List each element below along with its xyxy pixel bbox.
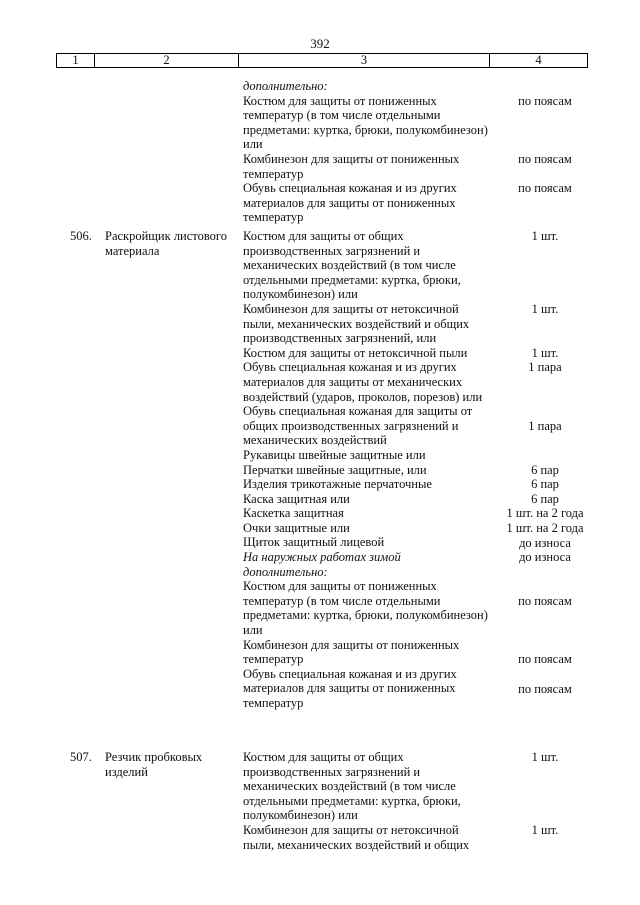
item-qty: 1 шт.	[531, 823, 559, 837]
item-qty: по поясам	[518, 181, 572, 195]
item-text: Перчатки швейные защитные, или	[243, 462, 427, 477]
item-qty: до износа	[519, 535, 571, 550]
item-text: Костюм для защиты от пониженных температур (в том числе отдельными предметами: куртка, брюки, полукомбинезон) или	[243, 93, 488, 152]
item-text: Костюм для защиты от общих производственных загрязнений и механических воздействий (в том числе отдельными предметами: куртка, брюки, полукомбинезон) или	[243, 750, 461, 823]
item-text: На наружных работах зимой	[243, 550, 401, 565]
item-text: Обувь специальная кожаная и из других материалов для защиты от пониженных температур	[243, 181, 457, 225]
profession-name: Раскройщик листового материала	[105, 229, 227, 258]
table-row	[0, 229, 640, 750]
item-text: Щиток защитный лицевой	[243, 535, 385, 550]
item-qty: 1 пара	[528, 419, 562, 433]
item-qty: 1 пара	[528, 360, 562, 375]
item-text: Костюм для защиты от нетоксичной пыли	[243, 345, 468, 360]
item-text: Каскетка защитная	[243, 506, 344, 521]
table-row	[0, 750, 640, 890]
item-text: Обувь специальная кожаная и из других материалов для защиты от механических воздействий (ударов, проколов, порезов) или	[243, 360, 483, 404]
item-qty: до износа	[519, 550, 571, 565]
item-qty: по поясам	[518, 681, 572, 696]
item-qty: 6 пар	[531, 462, 559, 477]
item-list	[243, 750, 488, 852]
item-text: Обувь специальная кожаная и из других материалов для защиты от пониженных температур	[243, 666, 457, 710]
item-qty: 1 шт. на 2 года	[506, 506, 584, 521]
item-text: Рукавицы швейные защитные или	[243, 447, 426, 462]
item-qty: 1 шт.	[531, 750, 559, 764]
continuation-block	[0, 79, 640, 229]
item-text: Обувь специальная кожаная для защиты от общих производственных загрязнений и механических воздействий	[243, 404, 473, 448]
document-body	[0, 79, 640, 890]
item-text: Комбинезон для защиты от нетоксичной пыли, механических воздействий и общих	[243, 822, 470, 852]
item-qty: по поясам	[518, 152, 572, 166]
item-qty: по поясам	[518, 652, 572, 667]
item-qty: 1 шт.	[531, 345, 559, 360]
column-header-3: 3	[239, 54, 490, 68]
item-list	[243, 229, 488, 711]
item-qty: 1 шт. на 2 года	[506, 521, 584, 535]
item-text: Изделия трикотажные перчаточные	[243, 477, 432, 492]
column-header-1: 1	[57, 54, 95, 68]
item-qty: 6 пар	[531, 477, 559, 492]
item-qty: 1 шт.	[531, 302, 559, 316]
item-text: дополнительно:	[243, 79, 328, 93]
item-text: Очки защитные или	[243, 520, 350, 535]
row-number: 507.	[70, 750, 92, 764]
item-text: Комбинезон для защиты от пониженных температур	[243, 637, 460, 667]
page-number: 392	[310, 36, 330, 51]
item-qty: по поясам	[518, 93, 572, 108]
continuation-items	[243, 79, 488, 225]
item-text: Каска защитная или	[243, 491, 350, 506]
column-header-2: 2	[95, 54, 239, 68]
column-header-4: 4	[490, 54, 588, 68]
column-header-table	[56, 53, 588, 68]
profession-name: Резчик пробковых изделий	[105, 750, 203, 779]
row-number: 506.	[70, 229, 92, 243]
item-qty: по поясам	[518, 594, 572, 608]
item-text: Костюм для защиты от общих производственных загрязнений и механических воздействий (в том числе отдельными предметами: куртка, брюки, полукомбинезон) или	[243, 229, 461, 302]
item-text: Комбинезон для защиты от пониженных температур	[243, 151, 460, 181]
item-qty: 6 пар	[531, 491, 559, 506]
item-text: Костюм для защиты от пониженных температур (в том числе отдельными предметами: куртка, брюки, полукомбинезон) или	[243, 579, 488, 638]
item-text: дополнительно:	[243, 564, 328, 579]
item-qty: 1 шт.	[531, 229, 559, 243]
item-text: Комбинезон для защиты от нетоксичной пыли, механических воздействий и общих производственных загрязнений, или	[243, 301, 470, 346]
